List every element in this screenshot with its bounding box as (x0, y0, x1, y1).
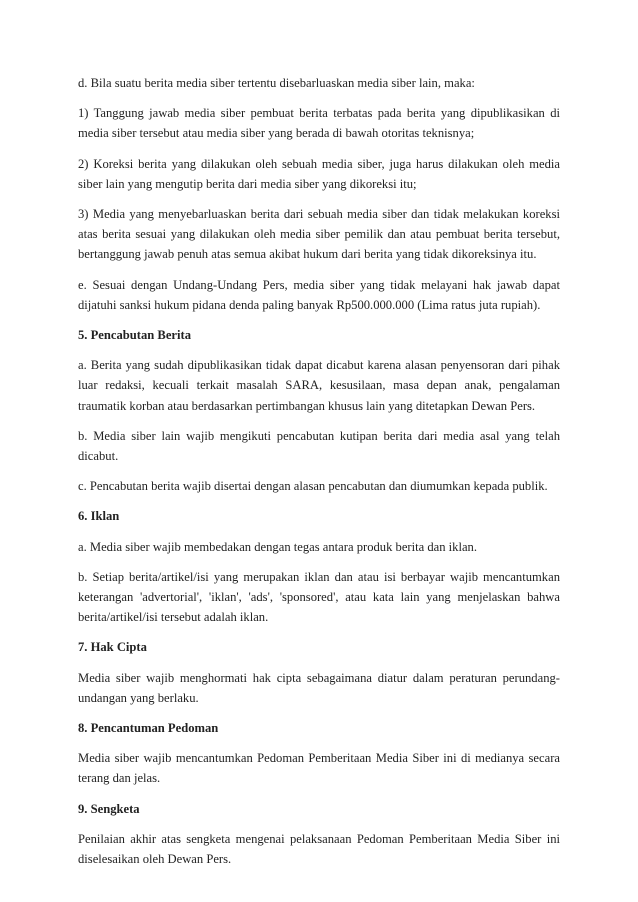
section-heading-sengketa: 9. Sengketa (78, 801, 140, 816)
paragraph-b-retraction: b. Media siber lain wajib mengikuti pencabutan kutipan berita dari media asal yang telah dicabut. (78, 428, 560, 464)
paragraph-e-sanction: e. Sesuai dengan Undang-Undang Pers, media siber yang tidak melayani hak jawab dapat dijatuhi sanksi hukum pidana denda paling banyak Rp500.000.000 (Lima ratus juta rupiah). (78, 277, 560, 312)
paragraph-a-iklan: a. Media siber wajib membedakan dengan tegas antara produk berita dan iklan. (78, 539, 478, 554)
paragraph-1-responsibility: 1) Tanggung jawab media siber pembuat berita terbatas pada berita yang dipublikasikan di media siber tersebut atau media siber yang berada di bawah otoritas teknisnya; (78, 106, 560, 141)
section-heading-iklan: 6. Iklan (78, 509, 120, 524)
paragraph-3-liability: 3) Media yang menyebarluaskan berita dari sebuah media siber dan tidak melakukan koreksi atas berita sesuai yang dilakukan oleh media siber pemilik dan atau pembuat berita tersebut, bertanggung jawab penuh atas semua akibat hukum dari berita yang tidak dikoreksinya itu. (78, 207, 560, 262)
paragraph-sengketa: Penilaian akhir atas sengketa mengenai pelaksanaan Pedoman Pemberitaan Media Siber ini diselesaikan oleh Dewan Pers. (78, 831, 560, 867)
section-heading-pencabutan-berita: 5. Pencabutan Berita (78, 328, 191, 343)
section-heading-hak-cipta: 7. Hak Cipta (78, 640, 147, 655)
paragraph-a-retraction: a. Berita yang sudah dipublikasikan tidak dapat dicabut karena alasan penyensoran dari pihak luar redaksi, kecuali terkait masalah SARA, kesusilaan, masa depan anak, pengalaman traumatik korban atau berdasarkan pertimbangan khusus lain yang ditetapkan Dewan Pers. (78, 358, 560, 413)
document-body (78, 73, 560, 879)
paragraph-d-redistribution: d. Bila suatu berita media siber tertentu disebarluaskan media siber lain, maka: (78, 76, 475, 90)
paragraph-b-iklan: b. Setiap berita/artikel/isi yang merupakan iklan dan atau isi berbayar wajib mencantumkan keterangan 'advertorial', 'iklan', 'ads', 'sponsored', atau kata lain yang menjelaskan bahwa berita/artikel/isi tersebut adalah iklan. (78, 569, 560, 625)
paragraph-c-retraction: c. Pencabutan berita wajib disertai dengan alasan pencabutan dan diumumkan kepada publik. (78, 479, 548, 494)
section-heading-pencantuman-pedoman: 8. Pencantuman Pedoman (78, 721, 219, 736)
paragraph-2-correction: 2) Koreksi berita yang dilakukan oleh sebuah media siber, juga harus dilakukan oleh media siber lain yang mengutip berita dari media siber yang dikoreksi itu; (78, 156, 560, 191)
paragraph-pencantuman-pedoman: Media siber wajib mencantumkan Pedoman Pemberitaan Media Siber ini di medianya secara terang dan jelas. (78, 751, 560, 786)
paragraph-hak-cipta: Media siber wajib menghormati hak cipta sebagaimana diatur dalam peraturan perundang-undangan yang berlaku. (78, 670, 560, 705)
